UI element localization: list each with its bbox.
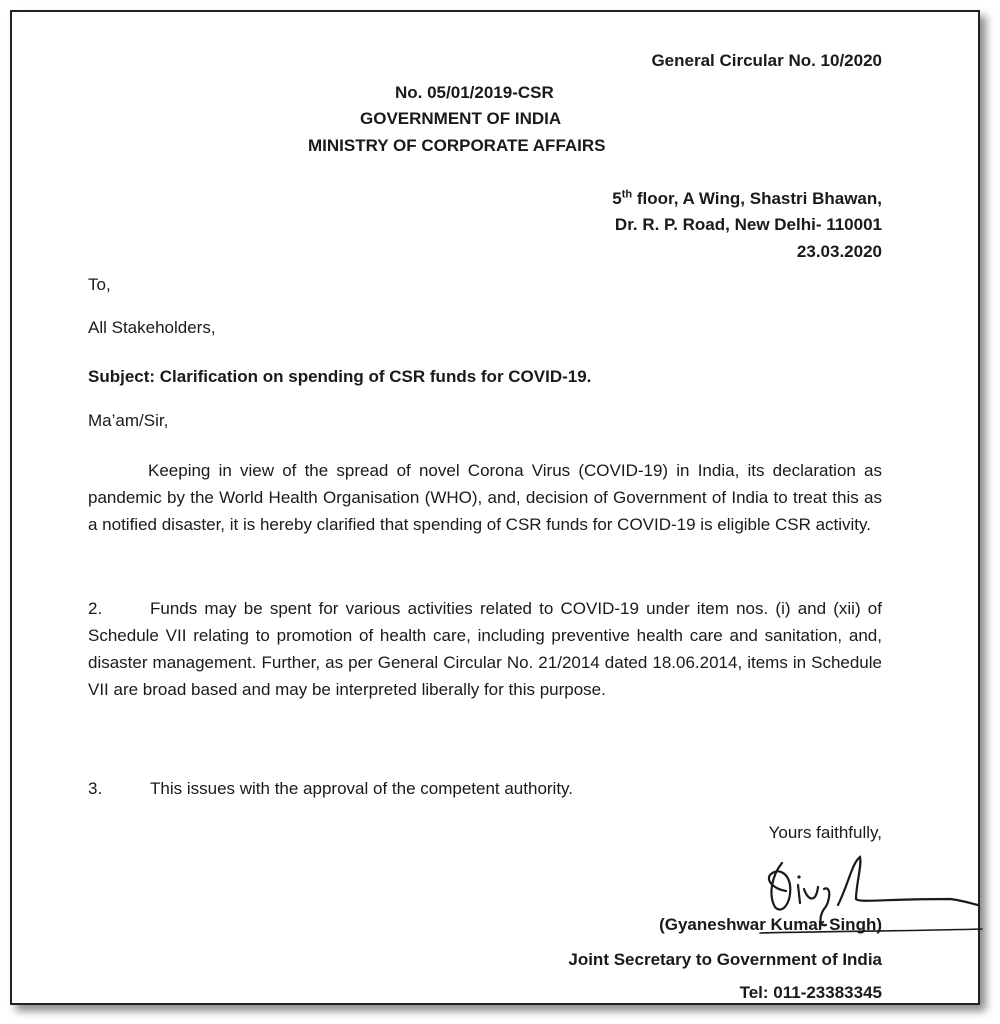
government-heading: GOVERNMENT OF INDIA (360, 109, 562, 128)
paragraph-3 (88, 775, 882, 802)
paragraph-2 (88, 595, 882, 703)
paragraph-1 (88, 457, 882, 538)
signatory-designation: Joint Secretary to Government of India (568, 950, 882, 969)
telephone-number: Tel: 011-23383345 (739, 983, 882, 1002)
address-line-2: Dr. R. P. Road, New Delhi- 110001 (614, 215, 882, 234)
address-line-1 (612, 188, 882, 210)
circular-date: 23.03.2020 (796, 242, 882, 261)
paragraph-3-text: This issues with the approval of the competent authority. (150, 779, 574, 798)
salutation: Ma’am/Sir, (88, 411, 169, 430)
paragraph-2-text: Funds may be spent for various activities related to COVID-19 under item nos. (i) and (xii) of Schedule VII relating to promotion of health care, including preventive health care and sanitation, and, disaster management. Further, as per General Circular No. 21/2014 dated 18.06.2014, items in Schedule VII are broad based and may be interpreted liberally for this purpose. (88, 599, 882, 699)
closing-line: Yours faithfully, (768, 823, 882, 842)
paragraph-number: 3. (88, 779, 103, 798)
paragraph-1-text: Keeping in view of the spread of novel Corona Virus (COVID-19) in India, its declaration as pandemic by the World Health Organisation (WHO), and, decision of Government of India to treat this as a notified disaster, it is hereby clarified that spending of CSR funds for COVID-19 is eligible CSR activity. (88, 461, 882, 534)
subject-line: Subject: Clarification on spending of CSR funds for COVID-19. (88, 367, 592, 386)
paragraph-number: 2. (88, 599, 103, 618)
floor-ordinal: 5 (612, 189, 622, 208)
floor-suffix: th (621, 188, 633, 201)
recipient-name: All Stakeholders, (88, 318, 216, 337)
ministry-heading: MINISTRY OF CORPORATE AFFAIRS (308, 136, 606, 155)
circular-number: General Circular No. 10/2020 (651, 51, 882, 70)
address-line-1-rest: floor, A Wing, Shastri Bhawan, (632, 189, 882, 208)
signatory-name: (Gyaneshwar Kumar Singh) (659, 915, 882, 934)
to-label: To, (88, 275, 111, 294)
file-number: No. 05/01/2019-CSR (395, 83, 554, 102)
